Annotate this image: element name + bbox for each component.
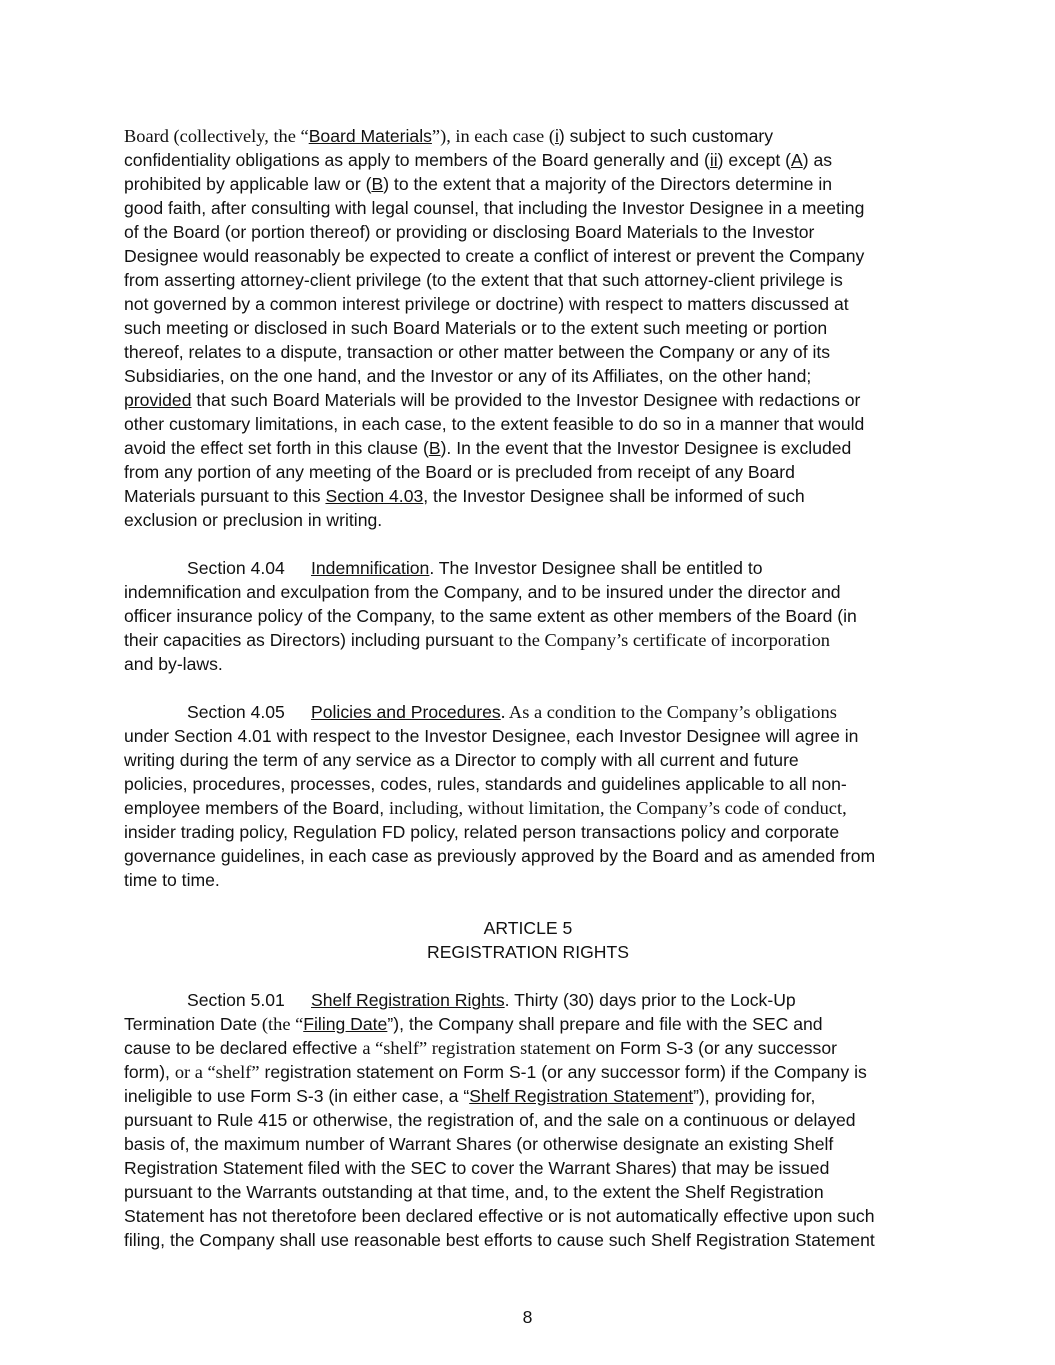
section-number: Section 4.05: [187, 702, 285, 722]
section-heading-line: Section 4.04 Indemnification. The Investor Designee shall be entitled to: [187, 558, 763, 578]
text-line: good faith, after consulting with legal counsel, that including the Investor Designee in a meeting: [124, 198, 865, 218]
text-line: pursuant to the Warrants outstanding at that time, and, to the extent the Shelf Registration: [124, 1182, 824, 1202]
text-line: such meeting or disclosed in such Board Materials or to the extent such meeting or portion: [124, 318, 828, 338]
section-heading-line: Section 4.05 Policies and Procedures. As a condition to the Company’s obligations: [187, 702, 837, 722]
text-line: Board (collectively, the “Board Materials”), in each case (i) subject to such customary: [124, 126, 774, 146]
section-heading-line: Section 5.01 Shelf Registration Rights. Thirty (30) days prior to the Lock-Up: [187, 990, 796, 1010]
text-line: writing during the term of any service as a Director to comply with all current and future: [124, 750, 799, 770]
article-number: ARTICLE 5: [483, 918, 573, 938]
text-line: form), or a “shelf” registration statement on Form S-1 (or any successor form) if the Company is: [124, 1062, 867, 1082]
section-number: Section 5.01: [187, 990, 285, 1010]
defined-term-board-materials: Board Materials: [308, 126, 432, 146]
text-line: basis of, the maximum number of Warrant Shares (or otherwise designate an existing Shelf: [124, 1134, 834, 1154]
text-line: not governed by a common interest privilege or doctrine) with respect to matters discussed at: [124, 294, 849, 314]
paragraph-gap: [124, 676, 932, 700]
defined-term-filing-date: Filing Date: [303, 1014, 388, 1034]
text-line: other customary limitations, in each case, to the extent feasible to do so in a manner that would: [124, 414, 865, 434]
text-line: from any portion of any meeting of the Board or is precluded from receipt of any Board: [124, 462, 795, 482]
article-heading: [124, 916, 932, 964]
text-line: under Section 4.01 with respect to the Investor Designee, each Investor Designee will agree in: [124, 726, 859, 746]
text-line: officer insurance policy of the Company, to the same extent as other members of the Board (in: [124, 606, 857, 626]
text-line: their capacities as Directors) including pursuant to the Company’s certificate of incorporation: [124, 630, 830, 650]
section-reference: Section 4.03: [325, 486, 424, 506]
text-line: prohibited by applicable law or (B) to the extent that a majority of the Directors determine in: [124, 174, 833, 194]
defined-term-shelf-registration-statement: Shelf Registration Statement: [469, 1086, 694, 1106]
text-line: policies, procedures, processes, codes, rules, standards and guidelines applicable to all non-: [124, 774, 847, 794]
paragraph-gap: [124, 964, 932, 988]
text-line: and by-laws.: [124, 654, 223, 674]
text-line: Termination Date (the “Filing Date”), the Company shall prepare and file with the SEC and: [124, 1014, 823, 1034]
text-line: Materials pursuant to this Section 4.03, the Investor Designee shall be informed of such: [124, 486, 805, 506]
text-line: time to time.: [124, 870, 220, 890]
text-line: Registration Statement filed with the SEC to cover the Warrant Shares) that may be issued: [124, 1158, 830, 1178]
article-title: REGISTRATION RIGHTS: [426, 942, 629, 962]
text-line: confidentiality obligations as apply to members of the Board generally and (ii) except (A) as: [124, 150, 833, 170]
text-line: governance guidelines, in each case as previously approved by the Board and as amended from: [124, 846, 876, 866]
text-line: provided that such Board Materials will be provided to the Investor Designee with redactions or: [124, 390, 861, 410]
text-line: filing, the Company shall use reasonable best efforts to cause such Shelf Registration Statement: [124, 1230, 875, 1250]
text-line: insider trading policy, Regulation FD policy, related person transactions policy and corporate: [124, 822, 840, 842]
section-title: Shelf Registration Rights: [311, 990, 505, 1010]
text-line: of the Board (or portion thereof) or providing or disclosing Board Materials to the Investor: [124, 222, 815, 242]
section-4-05: [124, 700, 932, 892]
section-title: Indemnification: [311, 558, 430, 578]
document-page: [124, 124, 932, 1252]
paragraph-gap: [124, 892, 932, 916]
section-4-04: [124, 556, 932, 676]
page-number: 8: [522, 1307, 533, 1327]
text-line: employee members of the Board, including, without limitation, the Company’s code of conduct,: [124, 798, 847, 818]
paragraph-board-materials: [124, 124, 932, 532]
defined-term-provided: provided: [124, 390, 192, 410]
text-line: Subsidiaries, on the one hand, and the Investor or any of its Affiliates, on the other hand;: [124, 366, 812, 386]
text-line: pursuant to Rule 415 or otherwise, the registration of, and the sale on a continuous or delayed: [124, 1110, 856, 1130]
section-number: Section 4.04: [187, 558, 285, 578]
paragraph-gap: [124, 532, 932, 556]
text-line: avoid the effect set forth in this clause (B). In the event that the Investor Designee is excluded: [124, 438, 852, 458]
text-line: from asserting attorney-client privilege (to the extent that that such attorney-client privilege is: [124, 270, 843, 290]
section-title: Policies and Procedures: [311, 702, 501, 722]
text-line: ineligible to use Form S-3 (in either case, a “Shelf Registration Statement”), providing for,: [124, 1086, 816, 1106]
section-5-01: [124, 988, 932, 1252]
text-line: cause to be declared effective a “shelf” registration statement on Form S-3 (or any successor: [124, 1038, 837, 1058]
text-line: indemnification and exculpation from the Company, and to be insured under the director and: [124, 582, 841, 602]
text-line: Statement has not theretofore been declared effective or is not automatically effective upon such: [124, 1206, 875, 1226]
text-line: Designee would reasonably be expected to create a conflict of interest or prevent the Company: [124, 246, 865, 266]
text-line: thereof, relates to a dispute, transaction or other matter between the Company or any of its: [124, 342, 831, 362]
text-line: exclusion or preclusion in writing.: [124, 510, 383, 530]
